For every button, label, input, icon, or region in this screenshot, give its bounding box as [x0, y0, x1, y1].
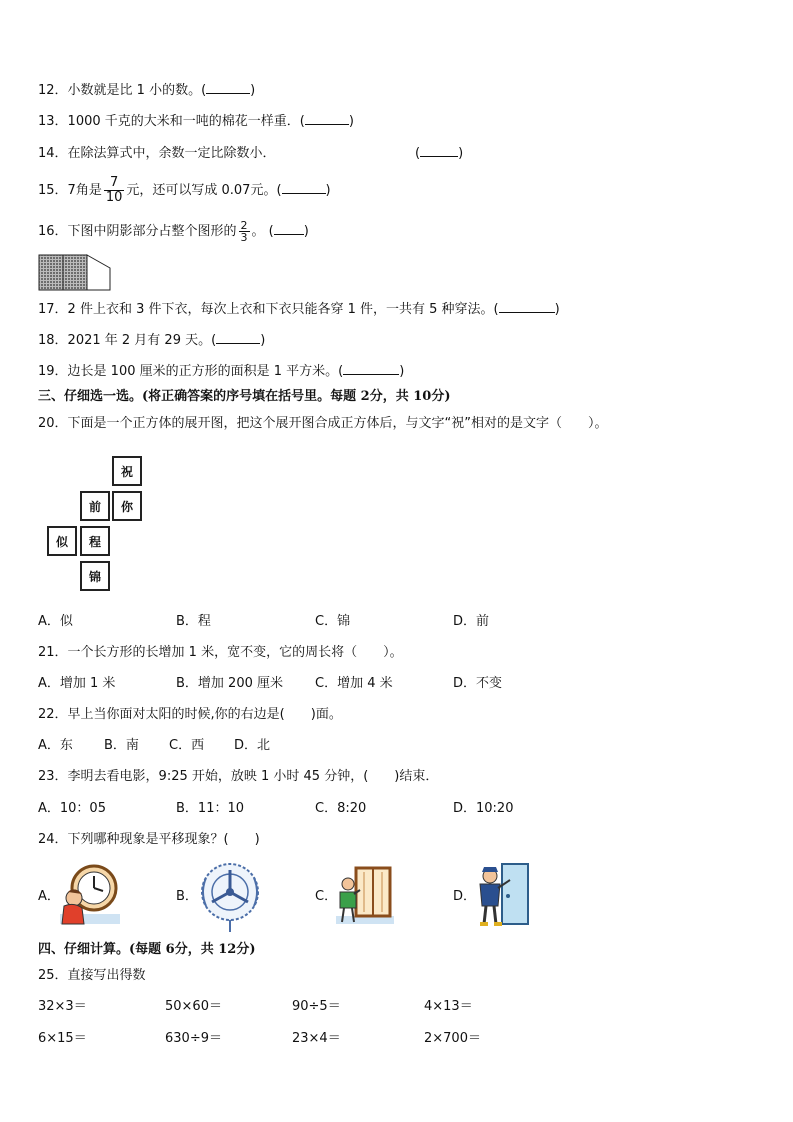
calc-item[interactable]: 32×3＝: [38, 999, 87, 1014]
option-c[interactable]: C．8:20: [315, 801, 367, 816]
answer-blank[interactable]: [420, 144, 458, 157]
answer-blank[interactable]: [216, 331, 260, 344]
option-d[interactable]: D．前: [453, 614, 490, 629]
net-cell-cheng: 程: [80, 526, 110, 556]
question-21: 21．一个长方形的长增加 1 米，宽不变，它的周长将（ ）。: [38, 645, 403, 660]
clock-picture-icon: [60, 862, 120, 926]
option-b[interactable]: B．: [176, 889, 198, 904]
option-a[interactable]: A．似: [38, 614, 73, 629]
section-3-heading: 三、仔细选一选。(将正确答案的序号填在括号里。每题 2分，共 10分): [38, 389, 451, 404]
fraction: $\frac{7}{10}$: [105, 175, 123, 205]
calc-item[interactable]: 630÷9＝: [165, 1031, 222, 1046]
calc-item[interactable]: 90÷5＝: [292, 999, 341, 1014]
net-cell-ni: 你: [112, 491, 142, 521]
option-d[interactable]: D．10:20: [453, 801, 514, 816]
section-4-heading: 四、仔细计算。(每题 6分，共 12分): [38, 942, 256, 957]
calc-item[interactable]: 2×700＝: [424, 1031, 481, 1046]
answer-blank[interactable]: [305, 112, 349, 125]
option-a[interactable]: A．东: [38, 738, 73, 753]
answer-blank[interactable]: [343, 362, 399, 375]
fan-picture-icon: [196, 858, 260, 934]
door-picture-icon: [474, 862, 532, 928]
option-c[interactable]: C．增加 4 米: [315, 676, 393, 691]
option-a[interactable]: A．: [38, 889, 60, 904]
question-16: 16．下图中阴影部分占整个图形的 $\frac{2}{3}$ 。 ( ): [38, 219, 309, 244]
calc-item[interactable]: 23×4＝: [292, 1031, 341, 1046]
option-b[interactable]: B．程: [176, 614, 211, 629]
question-15: 15．7角是 $\frac{7}{10}$ 元，还可以写成 0.07元。( ): [38, 175, 331, 205]
option-b[interactable]: B．增加 200 厘米: [176, 676, 283, 691]
window-picture-icon: [336, 864, 394, 926]
net-cell-jin: 锦: [80, 561, 110, 591]
option-d[interactable]: D．北: [234, 738, 271, 753]
question-12: 12．小数就是比 1 小的数。( ): [38, 83, 256, 98]
answer-blank[interactable]: [206, 81, 250, 94]
question-25: 25．直接写出得数: [38, 968, 146, 983]
question-18: 18．2021 年 2 月有 29 天。( ): [38, 333, 266, 348]
calc-item[interactable]: 6×15＝: [38, 1031, 87, 1046]
calc-item[interactable]: 4×13＝: [424, 999, 473, 1014]
shaded-figure: [38, 254, 112, 292]
option-d[interactable]: D．不变: [453, 676, 503, 691]
option-d[interactable]: D．: [453, 889, 477, 904]
answer-blank[interactable]: [274, 222, 304, 235]
option-a[interactable]: A．10：05: [38, 801, 106, 816]
net-cell-qian: 前: [80, 491, 110, 521]
option-c[interactable]: C．: [315, 889, 338, 904]
question-23: 23．李明去看电影，9:25 开始，放映 1 小时 45 分钟，( )结束．: [38, 769, 439, 784]
option-a[interactable]: A．增加 1 米: [38, 676, 116, 691]
question-19: 19．边长是 100 厘米的正方形的面积是 1 平方米。( ): [38, 364, 405, 379]
calc-item[interactable]: 50×60＝: [165, 999, 222, 1014]
answer-blank[interactable]: [499, 300, 555, 313]
option-c[interactable]: C．西: [169, 738, 205, 753]
question-22: 22．早上当你面对太阳的时候,你的右边是( )面。: [38, 707, 342, 722]
question-20: 20．下面是一个正方体的展开图，把这个展开图合成正方体后，与文字“祝”相对的是文字（ ）。: [38, 416, 608, 431]
answer-blank[interactable]: [282, 181, 326, 194]
net-cell-si: 似: [47, 526, 77, 556]
fraction: $\frac{2}{3}$: [240, 219, 248, 244]
question-13: 13．1000 千克的大米和一吨的棉花一样重．( ): [38, 114, 354, 129]
option-c[interactable]: C．锦: [315, 614, 351, 629]
option-b[interactable]: B．11：10: [176, 801, 245, 816]
option-b[interactable]: B．南: [104, 738, 139, 753]
question-17: 17．2 件上衣和 3 件下衣，每次上衣和下衣只能各穿 1 件，一共有 5 种穿法。( ): [38, 302, 560, 317]
question-14: 14．在除法算式中，余数一定比除数小．: [38, 146, 276, 161]
net-cell-zhu: 祝: [112, 456, 142, 486]
question-24: 24．下列哪种现象是平移现象？( ): [38, 832, 260, 847]
question-14-answer: ( ): [415, 146, 464, 161]
